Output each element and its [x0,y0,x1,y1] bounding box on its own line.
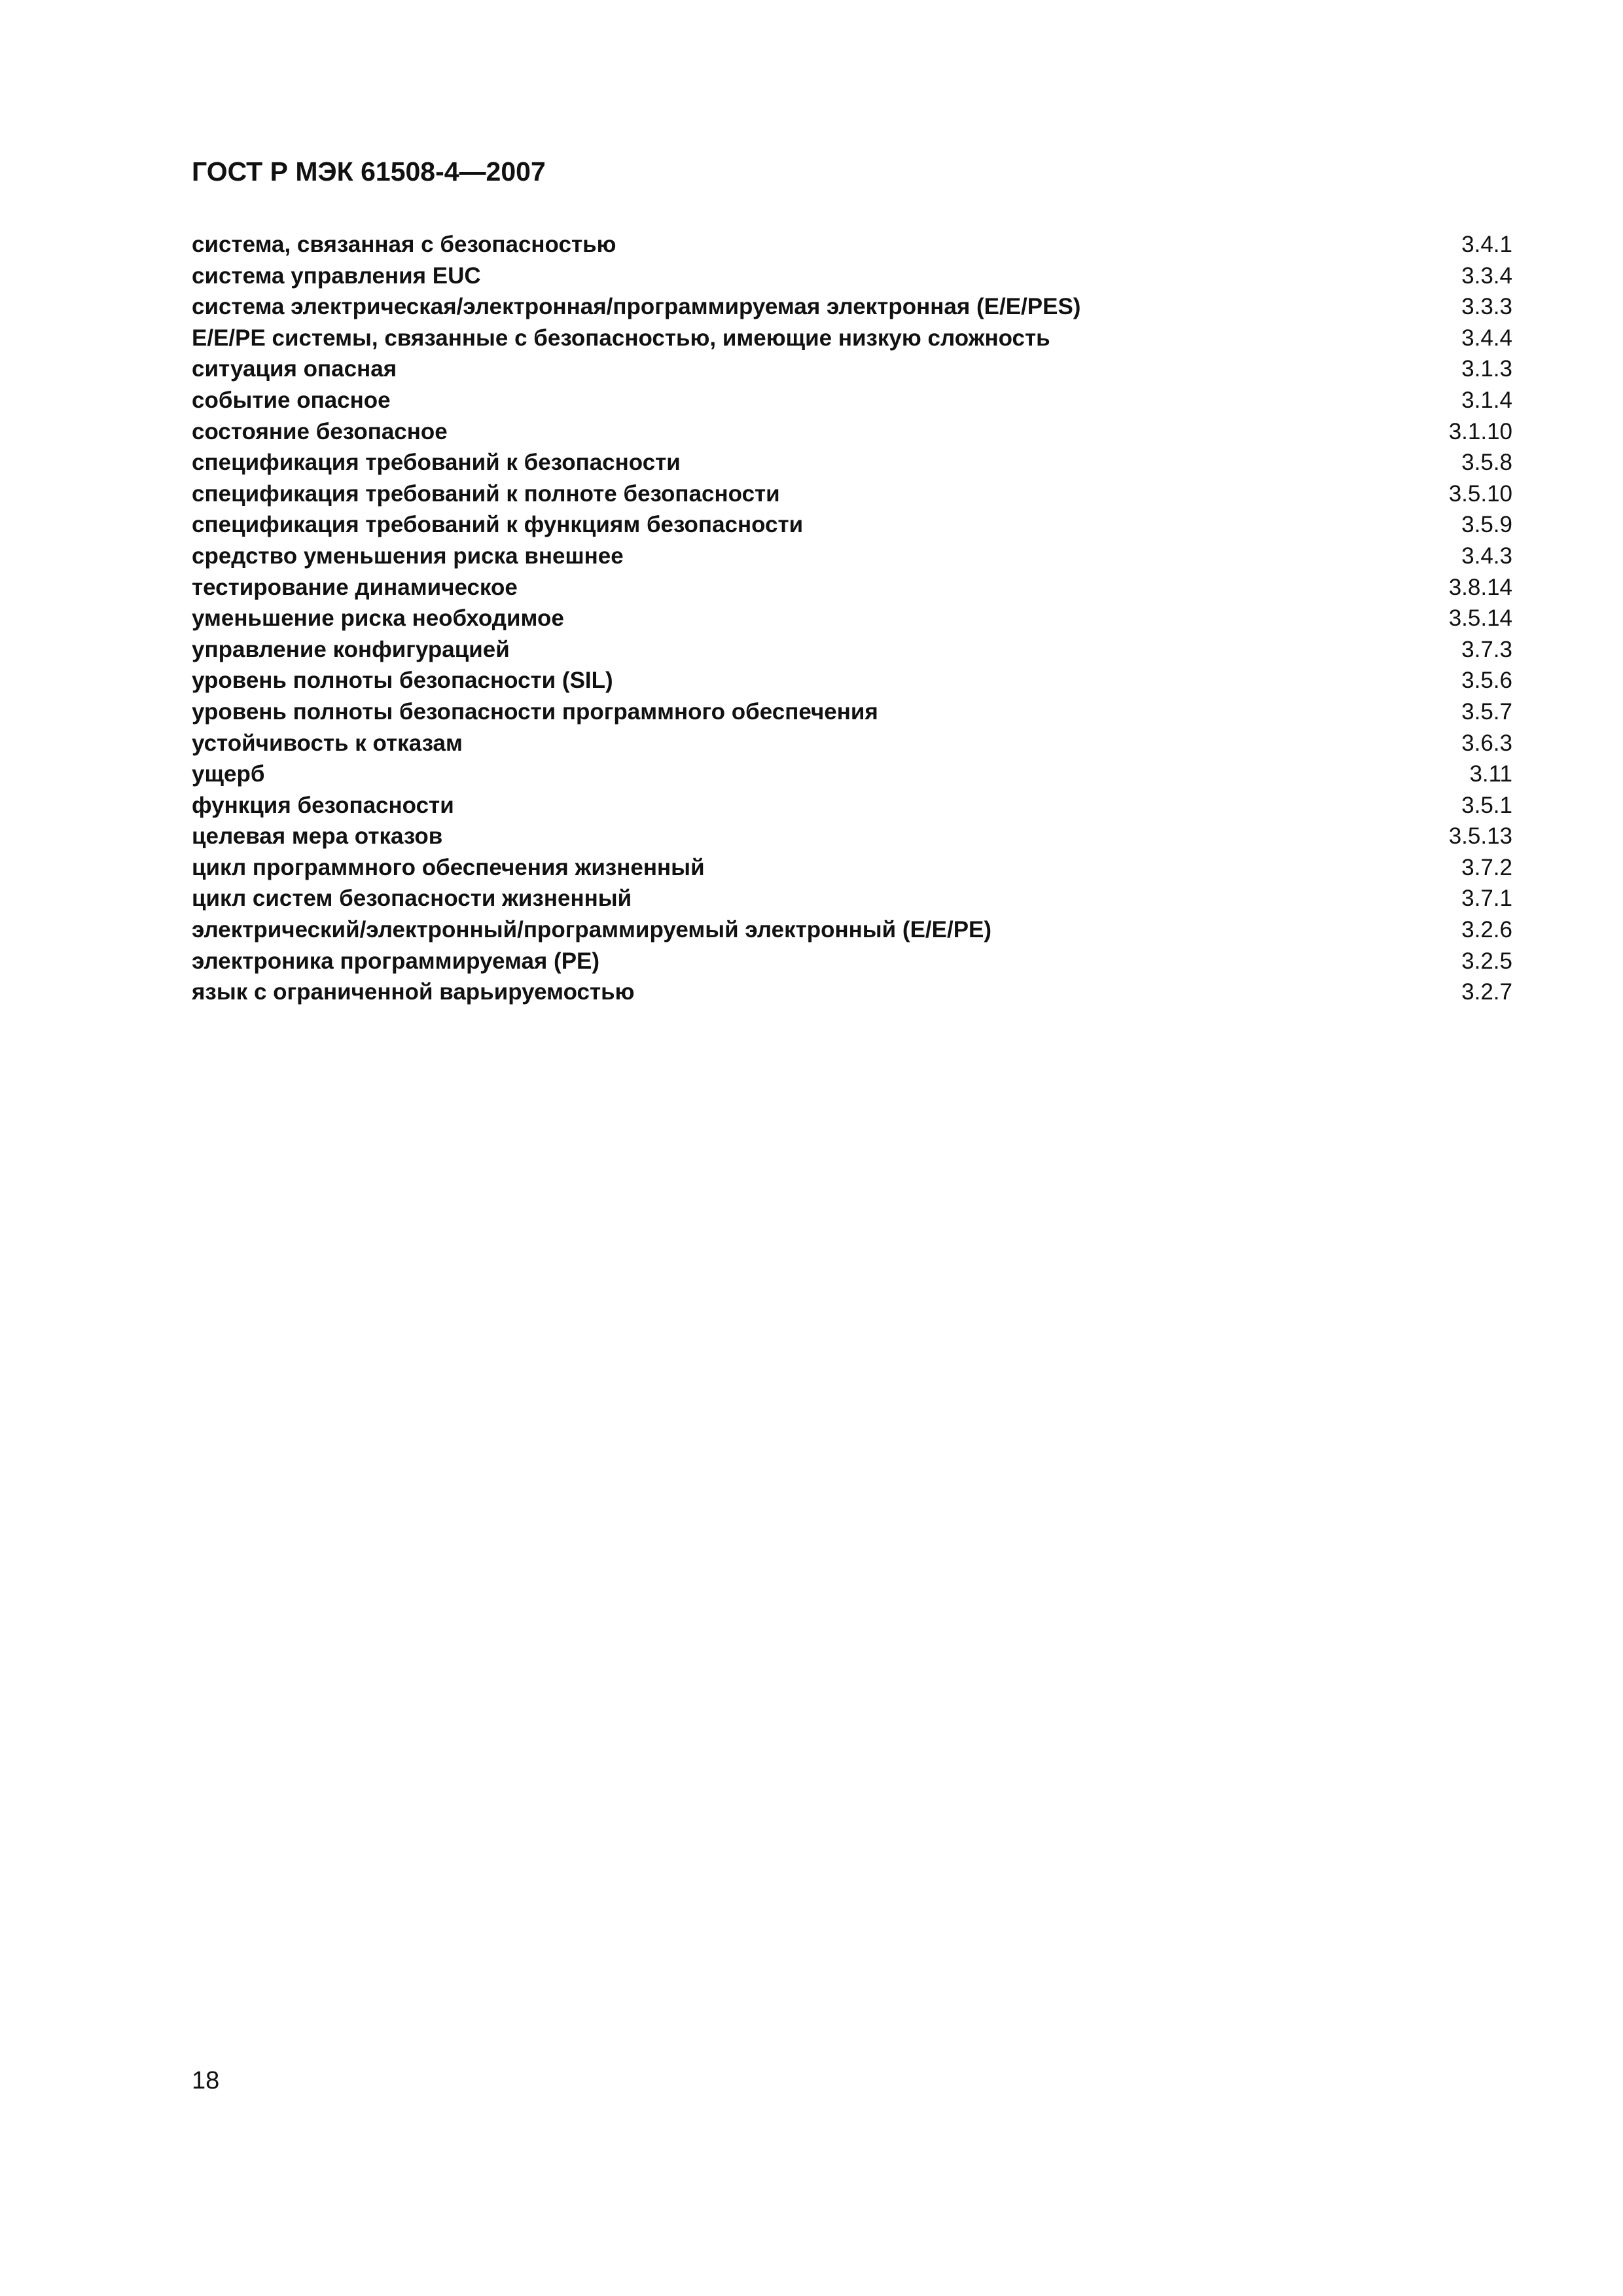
index-section-ref: 3.8.14 [1448,574,1512,600]
index-entry [192,541,1512,572]
index-entry [192,634,1512,666]
index-term: система электрическая/электронная/программируемая электронная (E/E/PES) [192,294,1081,320]
index-term: средство уменьшения риска внешнее [192,543,624,569]
index-entry [192,821,1512,852]
index-section-ref: 3.3.3 [1461,294,1512,320]
index-term: спецификация требований к функциям безопасности [192,512,804,538]
index-term: состояние безопасное [192,418,448,444]
index-entry [192,509,1512,541]
index-section-ref: 3.5.8 [1461,450,1512,476]
index-term: спецификация требований к полноте безопасности [192,480,780,507]
term-index-list [192,229,1512,1008]
index-entry [192,883,1512,914]
index-section-ref: 3.1.3 [1461,356,1512,382]
index-entry [192,696,1512,728]
index-entry [192,665,1512,696]
page-number: 18 [192,2067,220,2094]
index-term: ущерб [192,761,265,787]
index-entry [192,603,1512,634]
index-term: цикл систем безопасности жизненный [192,886,632,912]
index-entry [192,728,1512,759]
index-entry [192,291,1512,323]
index-section-ref: 3.3.4 [1461,262,1512,289]
index-section-ref: 3.5.1 [1461,792,1512,818]
index-term: цикл программного обеспечения жизненный [192,854,705,880]
index-term: уменьшение риска необходимое [192,605,564,632]
index-entry [192,946,1512,977]
index-term: уровень полноты безопасности (SIL) [192,668,613,694]
index-section-ref: 3.5.7 [1461,698,1512,725]
index-entry [192,977,1512,1008]
index-section-ref: 3.4.1 [1461,232,1512,257]
index-section-ref: 3.5.6 [1461,668,1512,694]
index-section-ref: 3.1.10 [1448,418,1512,444]
index-term: управление конфигурацией [192,636,510,662]
index-entry [192,790,1512,821]
index-section-ref: 3.5.9 [1461,512,1512,538]
index-entry [192,478,1512,510]
index-entry [192,572,1512,603]
document-code-header: ГОСТ Р МЭК 61508-4—2007 [192,156,546,187]
index-term: система, связанная с безопасностью [192,232,616,257]
index-entry [192,416,1512,448]
index-term: функция безопасности [192,792,454,818]
index-section-ref: 3.5.10 [1448,480,1512,507]
index-section-ref: 3.1.4 [1461,387,1512,413]
index-term: устойчивость к отказам [192,730,463,756]
index-section-ref: 3.5.13 [1448,823,1512,850]
index-term: тестирование динамическое [192,574,518,600]
index-entry [192,759,1512,790]
index-entry [192,229,1512,260]
index-section-ref: 3.7.2 [1461,854,1512,880]
index-section-ref: 3.2.7 [1461,979,1512,1005]
index-entry [192,447,1512,478]
index-term: уровень полноты безопасности программного обеспечения [192,698,878,725]
index-section-ref: 3.2.5 [1461,948,1512,974]
index-entry [192,914,1512,946]
index-term: целевая мера отказов [192,823,443,850]
index-section-ref: 3.11 [1469,761,1512,787]
index-term: спецификация требований к безопасности [192,450,681,476]
index-term: язык с ограниченной варьируемостью [192,979,635,1005]
index-section-ref: 3.7.3 [1461,636,1512,662]
index-section-ref: 3.6.3 [1461,730,1512,756]
index-entry [192,385,1512,416]
index-term: система управления EUC [192,262,481,289]
index-term: электрический/электронный/программируемый электронный (E/E/PE) [192,917,992,943]
index-section-ref: 3.4.4 [1461,325,1512,351]
index-term: E/E/PE системы, связанные с безопасностью, имеющие низкую сложность [192,325,1050,351]
index-section-ref: 3.7.1 [1461,886,1512,912]
index-entry [192,260,1512,292]
index-term: ситуация опасная [192,356,397,382]
index-term: событие опасное [192,387,391,413]
index-section-ref: 3.2.6 [1461,917,1512,943]
index-entry [192,353,1512,385]
index-section-ref: 3.4.3 [1461,543,1512,569]
index-entry [192,323,1512,354]
index-section-ref: 3.5.14 [1448,605,1512,632]
index-entry [192,852,1512,884]
index-term: электроника программируемая (PE) [192,948,600,974]
